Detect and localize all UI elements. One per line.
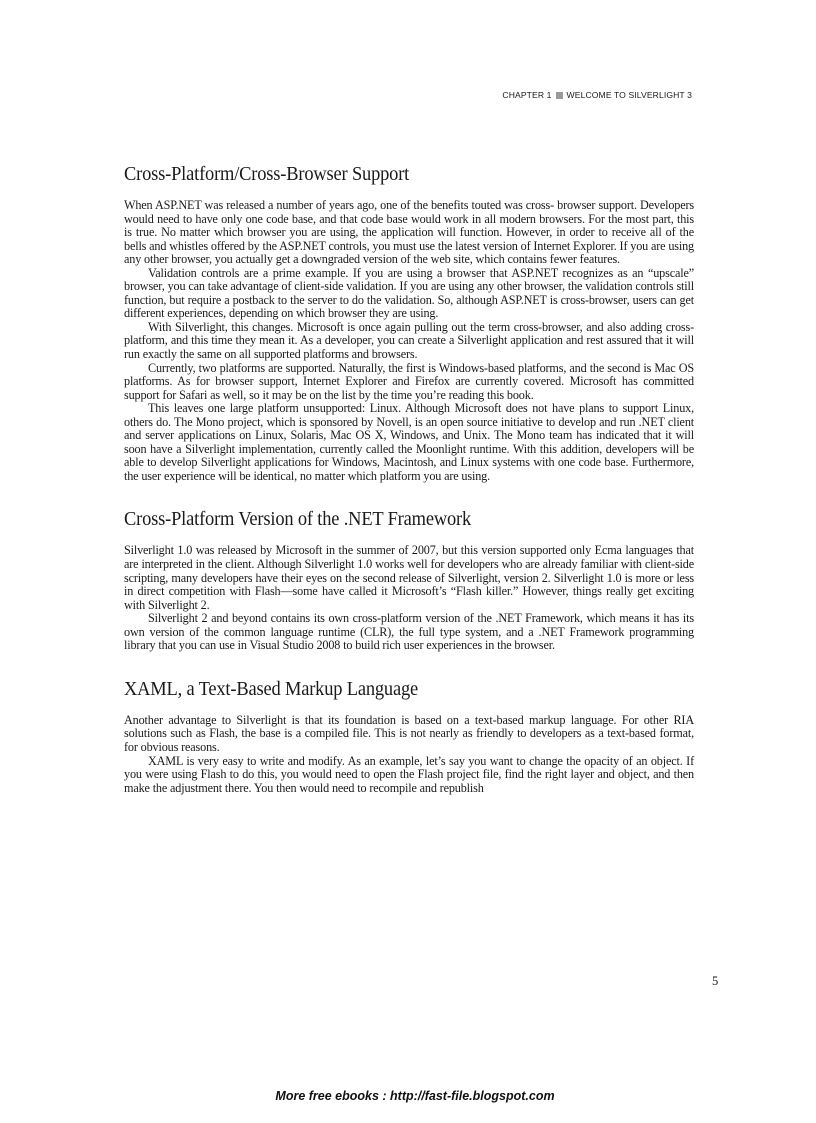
paragraph: Silverlight 1.0 was released by Microsoft in the summer of 2007, but this version supported only Ecma languages that are interpreted in the client. Although Silverlight 1.0 works well for developers who are already familiar with client-side scripting, many developers have their eyes on the second release of Silverlight, version 2. Silverlight 1.0 is more or less in direct competition with Flash—some have called it Microsoft’s “Flash killer.” However, things really get exciting with Silverlight 2. bbox=[124, 543, 694, 612]
section-xaml bbox=[124, 675, 694, 795]
paragraph: Another advantage to Silverlight is that its foundation is based on a text-based markup language. For other RIA solutions such as Flash, the base is a compiled file. This is not nearly as friendly to developers as a text-based format, for obvious reasons. bbox=[124, 712, 694, 754]
chapter-title: WELCOME TO SILVERLIGHT 3 bbox=[566, 90, 692, 100]
chapter-label: CHAPTER 1 bbox=[502, 90, 552, 100]
section-net-framework bbox=[124, 505, 694, 652]
paragraph: Currently, two platforms are supported. Naturally, the first is Windows-based platforms, and the second is Mac OS platforms. As for browser support, Internet Explorer and Firefox are currently covered. Microsoft has committed support for Safari as well, so it may be on the list by the time you’re reading this book. bbox=[124, 360, 694, 402]
paragraph: XAML is very easy to write and modify. As an example, let’s say you want to change the opacity of an object. If you were using Flash to do this, you would need to open the Flash project file, find the right layer and object, and then make the adjustment there. You then would need to recompile and republish bbox=[124, 753, 694, 795]
paragraph: With Silverlight, this changes. Microsoft is once again pulling out the term cross-browser, and also adding cross-platform, and this time they mean it. As a developer, you can create a Silverlight application and rest assured that it will run exactly the same on all supported platforms and browsers. bbox=[124, 319, 694, 362]
paragraph: Validation controls are a prime example. If you are using a browser that ASP.NET recognizes as an “upscale” browser, you can take advantage of client-side validation. If you are using any other browser, the validation controls still function, but require a postback to the server to do the validation. So, although ASP.NET is cross-browser, users can get different experiences, depending on which browser they are using. bbox=[124, 265, 694, 321]
footer-link-text: More free ebooks : http://fast-file.blogspot.com bbox=[275, 1089, 555, 1103]
paragraph: When ASP.NET was released a number of years ago, one of the benefits touted was cross- browser support. Developers would need to have only one code base, and that code base would work in all modern browsers. For the most part, this is true. No matter which browser you are using, the application will function. However, in order to receive all of the bells and whistles offered by the ASP.NET controls, you must use the latest version of Internet Explorer. If you are using any other browser, you actually get a downgraded version of the web site, which contains fewer features. bbox=[124, 198, 694, 267]
section-heading: Cross-Platform/Cross-Browser Support bbox=[124, 163, 410, 185]
paragraph: This leaves one large platform unsupported: Linux. Although Microsoft does not have plans to support Linux, others do. The Mono project, which is sponsored by Novell, is an open source initiative to develop and run .NET client and server applications on Linux, Solaris, Mac OS X, Windows, and Unix. The Mono team has indicated that it will soon have a Silverlight implementation, currently called the Moonlight runtime. With this addition, developers will be able to develop Silverlight applications for Windows, Macintosh, and Linux systems with one code base. Furthermore, the user experience will be identical, no matter which platform you are using. bbox=[124, 401, 694, 483]
paragraph: Silverlight 2 and beyond contains its own cross-platform version of the .NET Framework, which means it has its own version of the common language runtime (CLR), the full type system, and a .NET Framework programming library that you can use in Visual Studio 2008 to build rich user experiences in the browser. bbox=[124, 611, 694, 653]
page-number: 5 bbox=[712, 974, 719, 988]
square-bullet-icon bbox=[556, 92, 563, 99]
running-head bbox=[502, 90, 692, 100]
section-heading: XAML, a Text-Based Markup Language bbox=[124, 677, 419, 700]
section-heading: Cross-Platform Version of the .NET Framework bbox=[124, 508, 472, 531]
section-cross-platform-browser bbox=[124, 160, 694, 483]
page-body bbox=[124, 160, 694, 795]
